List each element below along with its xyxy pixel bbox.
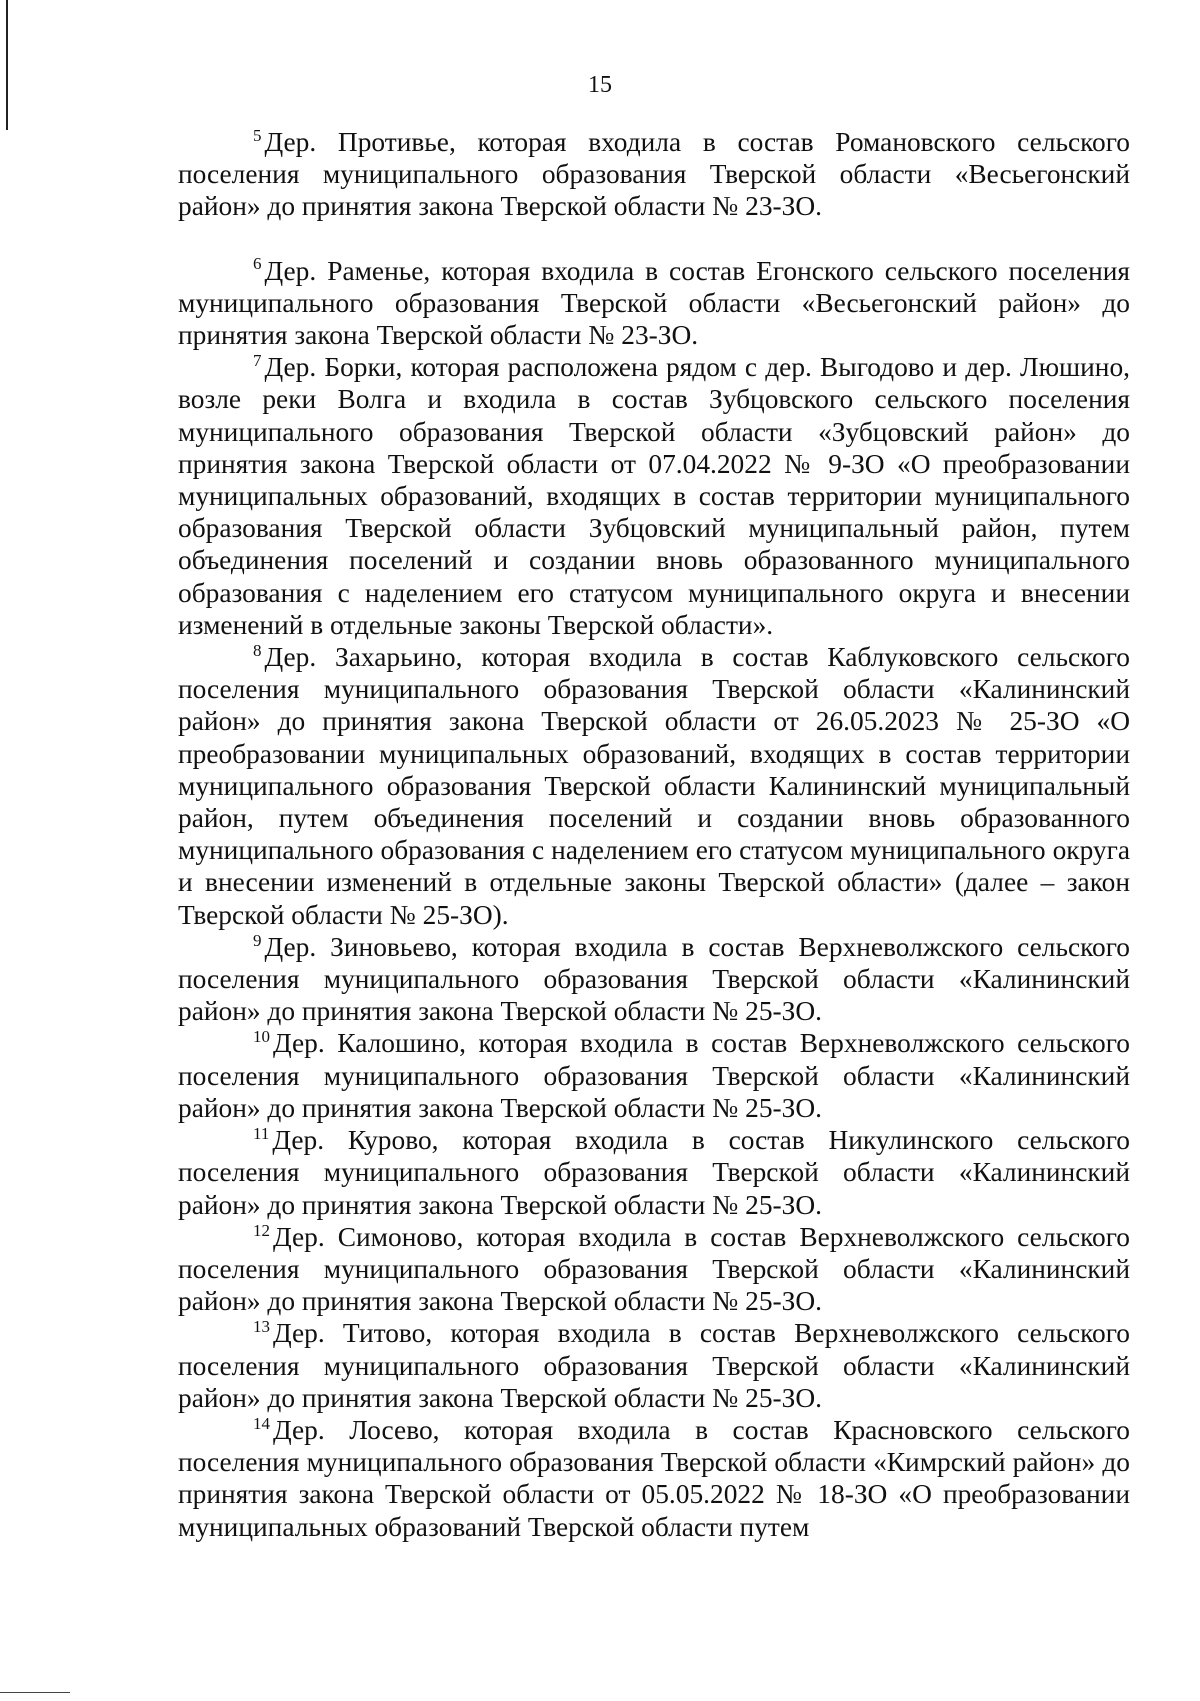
footnote-text: Дер. Захарьино, которая входила в состав Каблуковского сельского поселения муниципального образования Тверской области «Калининский район» до принятия закона Тверской области от 26.05.2023 № 25-ЗО «О преобразовании муниципальных образований, входящих в состав территории муниципального образования Тверской области Калининский муниципальный район, путем объединения поселений и создании вновь образованного муниципального образования с наделением его статусом муниципального округа и внесении изменений в отдельные законы Тверской области» (далее – закон Тверской области № 25-ЗО).: [178, 642, 1130, 930]
footnote-9: [178, 931, 1130, 1028]
footnote-text: Дер. Раменье, которая входила в состав Егонского сельского поселения муниципального образования Тверской области «Весьегонский район» до принятия закона Тверской области № 23-ЗО.: [178, 255, 1130, 351]
footnote-number: 7: [253, 351, 262, 371]
footnote-11: [178, 1124, 1130, 1221]
footnote-12: [178, 1221, 1130, 1318]
footnote-number: 6: [253, 254, 262, 274]
footnote-number: 10: [253, 1027, 270, 1047]
footnote-text: Дер. Борки, которая расположена рядом с дер. Выгодово и дер. Люшино, возле реки Волга и входила в состав Зубцовского сельского поселения муниципального образования Тверской области «Зубцовский район» до принятия закона Тверской области от 07.04.2022 № 9-ЗО «О преобразовании муниципальных образований, входящих в состав территории муниципального образования Тверской области Зубцовский муниципальный район, путем объединения поселений и создании вновь образованного муниципального образования с наделением его статусом муниципального округа и внесении изменений в отдельные законы Тверской области».: [178, 352, 1130, 640]
footnote-text: Дер. Курово, которая входила в состав Никулинского сельского поселения муниципального образования Тверской области «Калининский район» до принятия закона Тверской области № 25-ЗО.: [178, 1125, 1130, 1220]
footnote-8: [178, 641, 1130, 931]
scan-edge-left: [6, 0, 8, 130]
footnote-number: 13: [253, 1317, 270, 1337]
scan-edge-bottom: [0, 1692, 70, 1693]
document-body: [178, 126, 1130, 1543]
page-number: 15: [588, 72, 612, 98]
footnote-number: 8: [253, 640, 262, 660]
footnote-14: [178, 1414, 1130, 1543]
footnote-text: Дер. Симоново, которая входила в состав Верхневолжского сельского поселения муниципального образования Тверской области «Калининский район» до принятия закона Тверской области № 25-ЗО.: [178, 1221, 1130, 1317]
footnote-10: [178, 1027, 1130, 1124]
footnote-5: [178, 126, 1130, 223]
footnote-text: Дер. Калошино, которая входила в состав Верхневолжского сельского поселения муниципального образования Тверской области «Калининский район» до принятия закона Тверской области № 25-ЗО.: [178, 1028, 1130, 1123]
footnote-text: Дер. Титово, которая входила в состав Верхневолжского сельского поселения муниципального образования Тверской области «Калининский район» до принятия закона Тверской области № 25-ЗО.: [178, 1318, 1130, 1413]
footnote-number: 11: [253, 1123, 270, 1143]
footnote-13: [178, 1317, 1130, 1414]
footnote-text: Дер. Зиновьево, которая входила в состав Верхневолжского сельского поселения муниципального образования Тверской области «Калининский район» до принятия закона Тверской области № 25-ЗО.: [178, 931, 1130, 1027]
footnote-text: Дер. Лосево, которая входила в состав Красновского сельского поселения муниципального образования Тверской области «Кимрский район» до принятия закона Тверской области от 05.05.2022 № 18-ЗО «О преобразовании муниципальных образований Тверской области путем: [178, 1414, 1130, 1542]
footnote-6: [178, 255, 1130, 352]
footnote-text: Дер. Противье, которая входила в состав Романовского сельского поселения муниципального образования Тверской области «Весьегонский район» до принятия закона Тверской области № 23-ЗО.: [178, 127, 1130, 222]
footnote-number: 5: [253, 125, 262, 145]
footnote-number: 9: [253, 930, 262, 950]
footnote-number: 14: [253, 1413, 270, 1433]
footnote-7: [178, 351, 1130, 641]
footnote-number: 12: [253, 1220, 270, 1240]
